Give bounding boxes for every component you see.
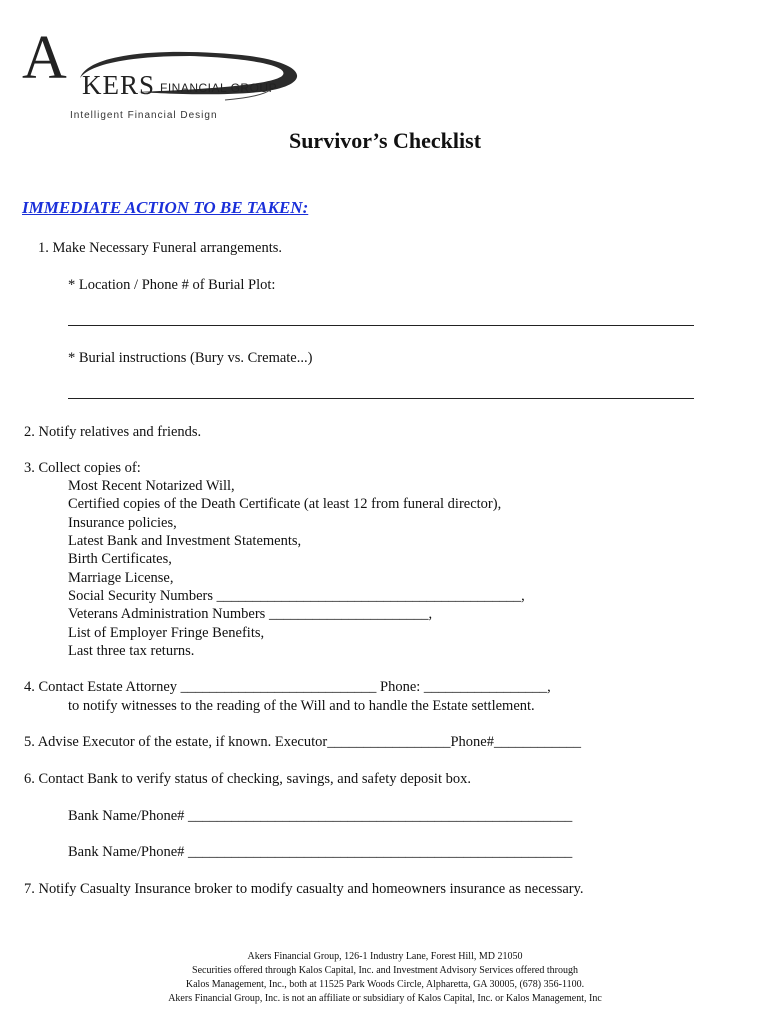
list-item: Most Recent Notarized Will, xyxy=(68,478,235,494)
list-item: Latest Bank and Investment Statements, xyxy=(68,533,302,549)
item-2: 2. Notify relatives and friends. xyxy=(24,424,202,440)
item-6: 6. Contact Bank to verify status of checking, savings, and safety deposit box. xyxy=(24,771,471,787)
logo-financial-group: FINANCIAL GROUP xyxy=(160,81,278,95)
logo-kers: KERS xyxy=(82,70,156,100)
footer-line: Akers Financial Group, 126-1 Industry Lane, Forest Hill, MD 21050 xyxy=(247,951,523,962)
company-logo xyxy=(20,20,310,121)
section-heading: IMMEDIATE ACTION TO BE TAKEN: xyxy=(22,198,309,217)
bank-line-1: Bank Name/Phone# _____________________________________________________ xyxy=(68,808,573,824)
list-item: Marriage License, xyxy=(68,570,174,586)
item-1-burial: * Burial instructions (Bury vs. Cremate...) xyxy=(68,350,313,366)
item-4: 4. Contact Estate Attorney ___________________________ Phone: _________________, xyxy=(24,679,551,695)
list-item: Veterans Administration Numbers ______________________, xyxy=(68,606,433,622)
item-1-location: * Location / Phone # of Burial Plot: xyxy=(68,277,276,293)
logo-tagline: Intelligent Financial Design xyxy=(70,110,218,121)
bank-line-2: Bank Name/Phone# _____________________________________________________ xyxy=(68,844,573,860)
item-3: 3. Collect copies of: xyxy=(24,460,141,476)
list-item: Insurance policies, xyxy=(68,515,177,531)
list-item: Last three tax returns. xyxy=(68,643,195,659)
footer-line: Akers Financial Group, Inc. is not an affiliate or subsidiary of Kalos Capital, Inc. or Kalos Management, Inc xyxy=(168,993,602,1004)
footer-line: Kalos Management, Inc., both at 11525 Park Woods Circle, Alpharetta, GA 30005, (678) 356-1100. xyxy=(185,979,585,990)
list-item: Social Security Numbers __________________________________________, xyxy=(68,588,525,604)
burial-instructions-line xyxy=(68,398,694,399)
burial-plot-line xyxy=(68,325,694,326)
item-7: 7. Notify Casualty Insurance broker to modify casualty and homeowners insurance as necessary. xyxy=(24,881,584,897)
footer xyxy=(0,950,770,1006)
list-item: Birth Certificates, xyxy=(68,551,172,567)
item-5: 5. Advise Executor of the estate, if known. Executor_________________Phone#____________ xyxy=(24,734,581,750)
list-item: Certified copies of the Death Certificate (at least 12 from funeral director), xyxy=(68,496,502,512)
list-item: List of Employer Fringe Benefits, xyxy=(68,625,265,641)
logo-swoosh-icon xyxy=(20,20,310,120)
page-title: Survivor’s Checklist xyxy=(288,128,482,153)
footer-line: Securities offered through Kalos Capital, Inc. and Investment Advisory Services offered through xyxy=(192,965,578,976)
logo-a: A xyxy=(22,24,67,92)
item-1: 1. Make Necessary Funeral arrangements. xyxy=(38,240,282,256)
item-4-detail: to notify witnesses to the reading of the Will and to handle the Estate settlement. xyxy=(68,698,535,714)
